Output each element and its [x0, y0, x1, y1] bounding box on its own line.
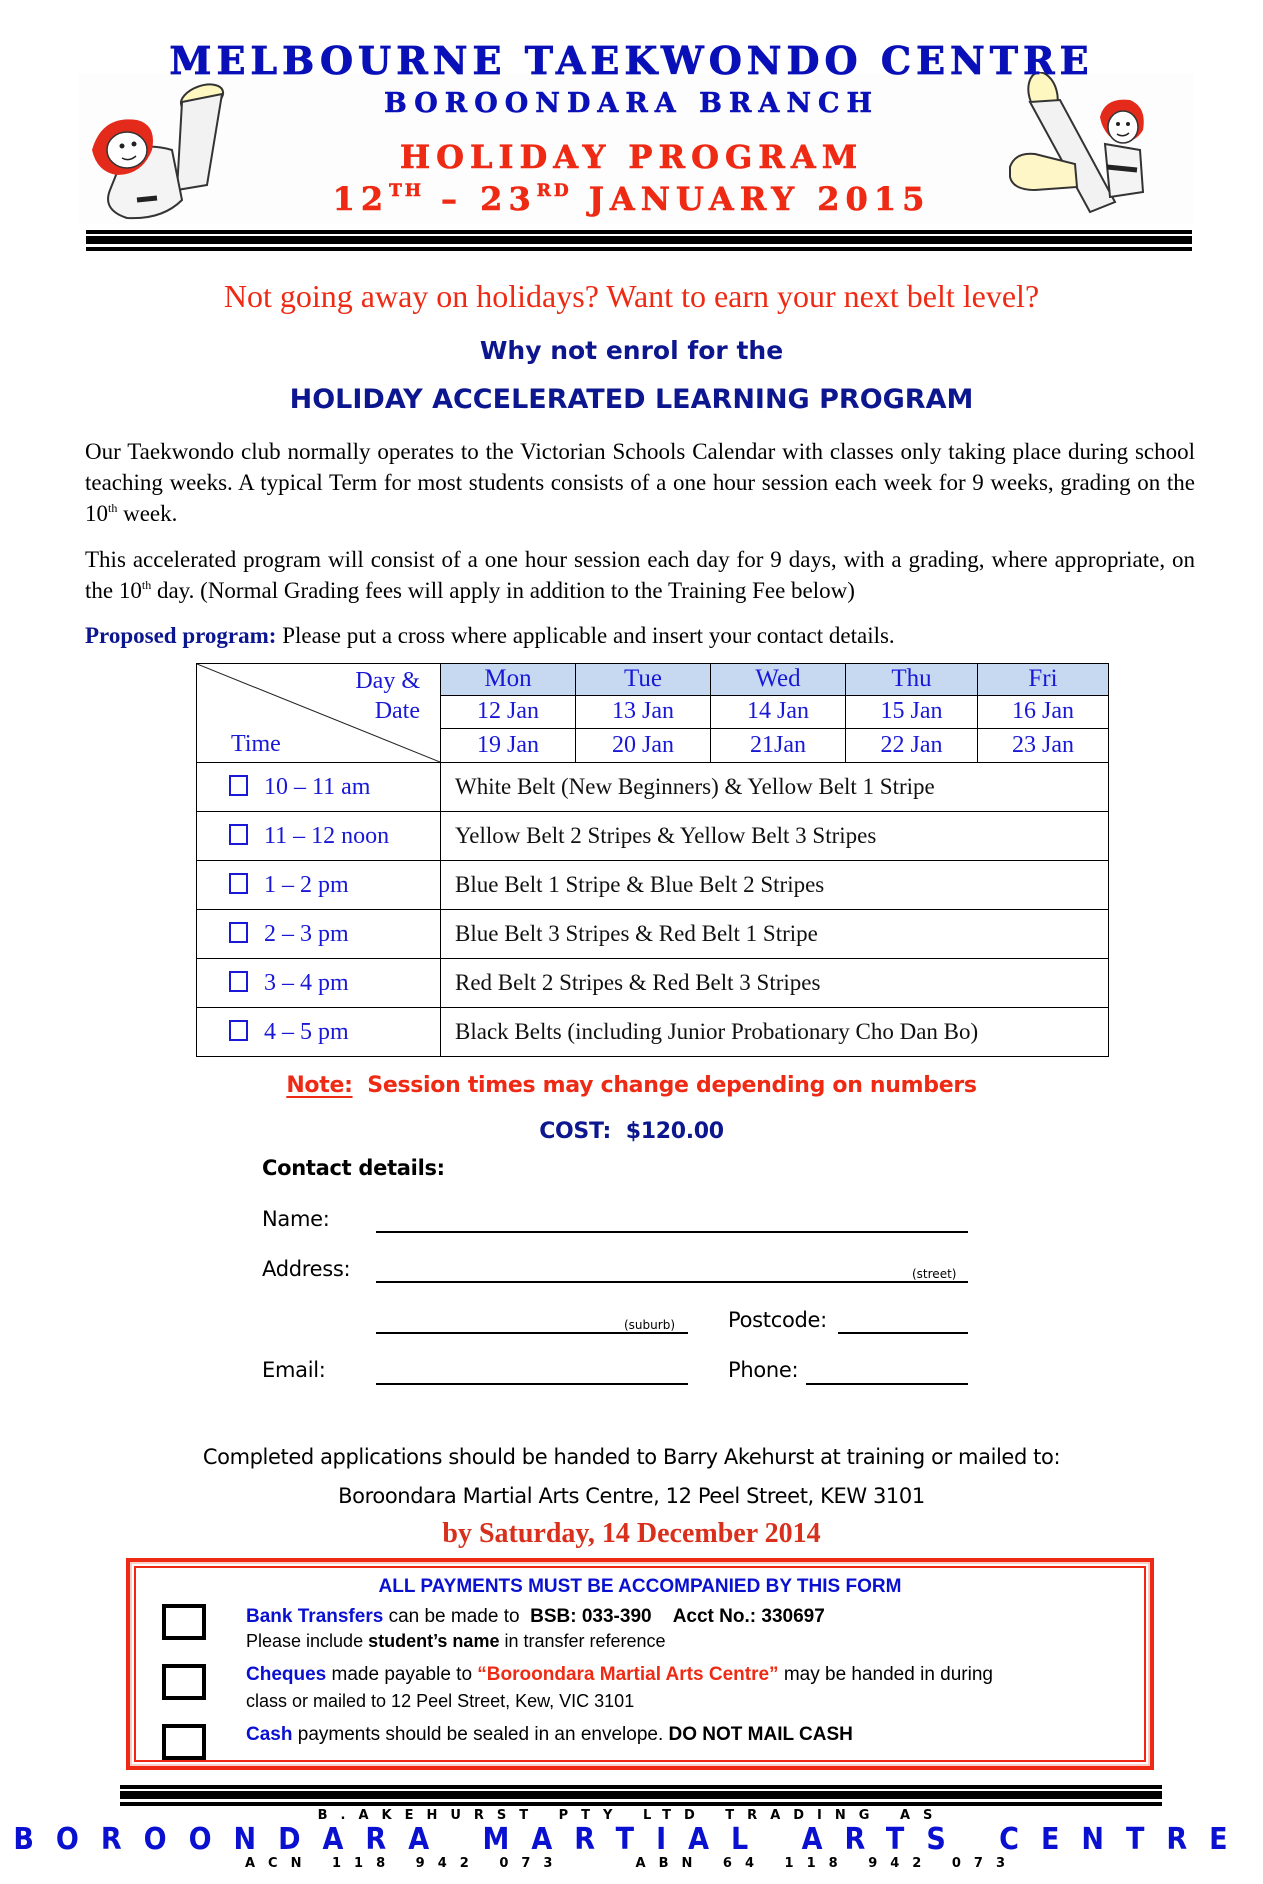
- session-time: 2 – 3 pm: [264, 920, 349, 947]
- day-header-tue: Tue: [576, 664, 711, 696]
- intro-paragraph-2: This accelerated program will consist of a one hour session each day for 9 days, with a grading, where appropriate, on the 10th day. (Normal Grading fees will apply in addition to the Training Fee below): [85, 547, 1195, 603]
- bsb-number: BSB: 033-390: [530, 1606, 652, 1627]
- header-divider: [86, 230, 1192, 251]
- session-checkbox[interactable]: [229, 873, 248, 894]
- note-text: Session times may change depending on numbers: [352, 1073, 977, 1098]
- name-field[interactable]: [376, 1230, 968, 1233]
- day-header-wed: Wed: [711, 664, 846, 696]
- session-row: [197, 763, 1109, 812]
- program-title: HOLIDAY PROGRAM: [399, 138, 864, 176]
- street-hint: (street): [912, 1267, 957, 1281]
- session-time-cell: [197, 959, 441, 1008]
- bank-transfer-note: Please include student’s name in transfer reference: [246, 1631, 666, 1651]
- table-corner-header: [197, 664, 441, 763]
- footer-business-name: BOROONDARA MARTIAL ARTS CENTRE: [13, 1822, 1250, 1857]
- email-field[interactable]: [376, 1382, 688, 1385]
- session-checkbox[interactable]: [229, 775, 248, 796]
- end-day-suffix: RD: [536, 181, 572, 201]
- suburb-hint: (suburb): [624, 1318, 675, 1332]
- session-time-cell: [197, 763, 441, 812]
- phone-label: Phone:: [728, 1358, 799, 1382]
- cash-checkbox[interactable]: [162, 1724, 206, 1760]
- hook-headline: Not going away on holidays? Want to earn your next belt level?: [223, 278, 1040, 314]
- footer-divider: [120, 1785, 1162, 1806]
- name-label: Name:: [262, 1207, 330, 1231]
- date-cell: 16 Jan: [978, 695, 1109, 729]
- address-label: Address:: [262, 1257, 351, 1281]
- day-header-thu: Thu: [846, 664, 978, 696]
- footer-trading-as: B.AKEHURST PTY LTD TRADING AS: [317, 1808, 946, 1823]
- corner-time-label: Time: [231, 731, 281, 757]
- program-dates: [0, 180, 1263, 218]
- submission-deadline: by Saturday, 14 December 2014: [442, 1518, 821, 1549]
- payment-box: [126, 1558, 1154, 1770]
- date-cell: 22 Jan: [846, 729, 978, 763]
- session-levels: Blue Belt 1 Stripe & Blue Belt 2 Stripes: [441, 861, 1109, 910]
- session-time: 11 – 12 noon: [264, 822, 390, 849]
- session-time: 4 – 5 pm: [264, 1018, 349, 1045]
- session-row: [197, 861, 1109, 910]
- organization-title: MELBOURNE TAEKWONDO CENTRE: [169, 38, 1094, 83]
- session-row: [197, 910, 1109, 959]
- mailing-address: Boroondara Martial Arts Centre, 12 Peel Street, KEW 3101: [338, 1484, 925, 1508]
- phone-field[interactable]: [806, 1382, 968, 1385]
- session-time-cell: [197, 910, 441, 959]
- enrol-prompt: Why not enrol for the: [479, 336, 784, 365]
- account-number: Acct No.: 330697: [672, 1606, 825, 1627]
- session-time-cell: [197, 812, 441, 861]
- note-label: Note:: [286, 1073, 353, 1098]
- session-time: 10 – 11 am: [264, 773, 371, 800]
- branch-title: BOROONDARA BRANCH: [383, 88, 880, 119]
- session-row: [197, 812, 1109, 861]
- session-time: 1 – 2 pm: [264, 871, 349, 898]
- date-cell: 12 Jan: [441, 695, 576, 729]
- cash-warning: DO NOT MAIL CASH: [668, 1724, 853, 1745]
- cheque-payee: “Boroondara Martial Arts Centre”: [477, 1664, 779, 1685]
- postcode-field[interactable]: [838, 1331, 968, 1334]
- session-checkbox[interactable]: [229, 824, 248, 845]
- bank-transfer-label: Bank Transfers: [246, 1606, 384, 1627]
- session-levels: White Belt (New Beginners) & Yellow Belt 1 Stripe: [441, 763, 1109, 812]
- corner-day-label: Day &: [355, 668, 420, 694]
- payment-box-title: ALL PAYMENTS MUST BE ACCOMPANIED BY THIS FORM: [378, 1576, 902, 1597]
- bank-transfer-checkbox[interactable]: [162, 1604, 206, 1640]
- schedule-table: [196, 663, 1109, 1057]
- session-levels: Yellow Belt 2 Stripes & Yellow Belt 3 Stripes: [441, 812, 1109, 861]
- date-cell: 14 Jan: [711, 695, 846, 729]
- date-cell: 21Jan: [711, 729, 846, 763]
- cheque-line-2: class or mailed to 12 Peel Street, Kew, VIC 3101: [246, 1691, 635, 1711]
- footer-registration: ACN 118 942 073 ABN 64 118 942 073: [244, 1856, 1019, 1871]
- session-checkbox[interactable]: [229, 1020, 248, 1041]
- day-header-fri: Fri: [978, 664, 1109, 696]
- start-day-suffix: TH: [389, 181, 424, 201]
- postcode-label: Postcode:: [728, 1308, 827, 1332]
- cash-label: Cash: [246, 1724, 293, 1745]
- session-row: [197, 959, 1109, 1008]
- date-cell: 19 Jan: [441, 729, 576, 763]
- session-time-cell: [197, 1008, 441, 1057]
- proposed-program-label: Proposed program:: [85, 623, 277, 648]
- email-label: Email:: [262, 1358, 326, 1382]
- cheque-checkbox[interactable]: [162, 1664, 206, 1700]
- session-checkbox[interactable]: [229, 922, 248, 943]
- session-levels: Red Belt 2 Stripes & Red Belt 3 Stripes: [441, 959, 1109, 1008]
- proposed-program-line: Proposed program: Please put a cross where applicable and insert your contact details.: [85, 623, 895, 648]
- bank-transfer-line: Bank Transfers can be made to BSB: 033-390 Acct No.: 330697: [246, 1606, 825, 1627]
- date-separator: –: [423, 180, 481, 218]
- date-cell: 20 Jan: [576, 729, 711, 763]
- cheque-line: Cheques made payable to “Boroondara Martial Arts Centre” may be handed in during: [246, 1664, 993, 1685]
- start-day: 12: [332, 180, 390, 218]
- month-year: JANUARY 2015: [571, 180, 931, 218]
- street-address-field[interactable]: [376, 1280, 968, 1283]
- end-day: 23: [480, 180, 537, 218]
- cash-line: Cash payments should be sealed in an envelope. DO NOT MAIL CASH: [246, 1724, 853, 1745]
- session-levels: Black Belts (including Junior Probationary Cho Dan Bo): [441, 1008, 1109, 1057]
- session-levels: Blue Belt 3 Stripes & Red Belt 1 Stripe: [441, 910, 1109, 959]
- day-header-mon: Mon: [441, 664, 576, 696]
- session-row: [197, 1008, 1109, 1057]
- date-cell: 15 Jan: [846, 695, 978, 729]
- submission-instructions: Completed applications should be handed to Barry Akehurst at training or mailed to:: [202, 1445, 1061, 1469]
- intro-paragraph-1: Our Taekwondo club normally operates to the Victorian Schools Calendar with classes only taking place during school teaching weeks. A typical Term for most students consists of a one hour session each week for 9 weeks, grading on the 10th week.: [85, 439, 1195, 526]
- session-time: 3 – 4 pm: [264, 969, 349, 996]
- corner-date-label: Date: [374, 698, 420, 724]
- cheque-label: Cheques: [246, 1664, 327, 1685]
- session-checkbox[interactable]: [229, 971, 248, 992]
- contact-details-heading: Contact details:: [262, 1156, 445, 1180]
- session-note: [0, 1073, 1263, 1098]
- date-cell: 23 Jan: [978, 729, 1109, 763]
- program-name-heading: HOLIDAY ACCELERATED LEARNING PROGRAM: [289, 384, 974, 415]
- session-time-cell: [197, 861, 441, 910]
- program-cost: COST: $120.00: [539, 1119, 724, 1144]
- date-cell: 13 Jan: [576, 695, 711, 729]
